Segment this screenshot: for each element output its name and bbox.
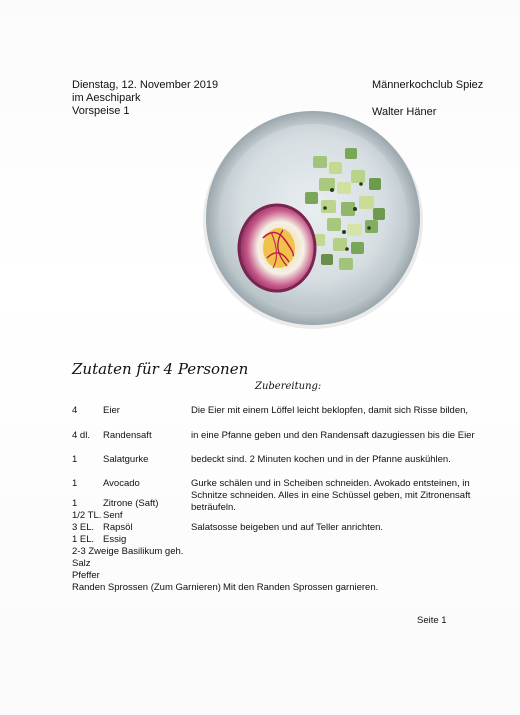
ingredient-item: Rapsöl [103,522,133,533]
course-name: Vorspeise 1 [72,105,130,117]
preparation-step: Gurke schälen und in Scheiben schneiden. Avokado entsteinen, in Schnitze schneiden. Alles in eine Schüssel geben, mit Zitronensaft beträufeln. [191,478,471,513]
ingredient-qty: 1 [72,478,78,489]
ingredient-item: Avocado [103,478,140,489]
ingredient-item: Eier [103,405,120,416]
club-name: Männerkochclub Spiez [372,79,484,91]
ingredient-item: Essig [103,534,127,545]
ingredient-text: 2-3 Zweige Basilikum geh. [72,546,184,557]
ingredient-qty: 4 dl. [72,430,90,441]
ingredients-title: Zutaten für 4 Personen [72,360,249,378]
ingredient-qty: 1 [72,454,78,465]
ingredient-qty: 1 EL. [72,534,95,545]
ingredient-text: Salz [72,558,91,569]
event-location: im Aeschipark [72,92,141,104]
ingredient-qty: 4 [72,405,78,416]
page-number: Seite 1 [417,615,447,626]
ingredient-item: Salatgurke [103,454,149,465]
ingredient-item: Senf [103,510,123,521]
ingredient-qty: 3 EL. [72,522,95,533]
header-left [72,79,218,118]
preparation-step: bedeckt sind. 2 Minuten kochen und in der Pfanne auskühlen. [191,454,451,465]
beet-egg [239,205,315,291]
ingredient-qty: 1/2 TL. [72,510,102,521]
preparation-step: in eine Pfanne geben und den Randensaft dazugiessen bis die Eier [191,430,475,441]
event-date: Dienstag, 12. November 2019 [72,79,219,91]
ingredient-item: Randensaft [103,430,152,441]
chef-name: Walter Häner [372,106,437,118]
ingredient-item: Zitrone (Saft) [103,498,159,509]
preparation-title: Zubereitung: [255,381,322,392]
ingredient-text: Pfeffer [72,570,100,581]
garnish-step: Mit den Randen Sprossen garnieren. [223,582,379,593]
preparation-step: Die Eier mit einem Löffel leicht beklopfen, damit sich Risse bilden, [191,405,469,416]
ingredient-qty: 1 [72,498,78,509]
preparation-step: Salatsosse beigeben und auf Teller anrichten. [191,522,384,533]
garnish-item: Randen Sprossen (Zum Garnieren) [72,582,221,593]
dish-photo [201,108,425,334]
